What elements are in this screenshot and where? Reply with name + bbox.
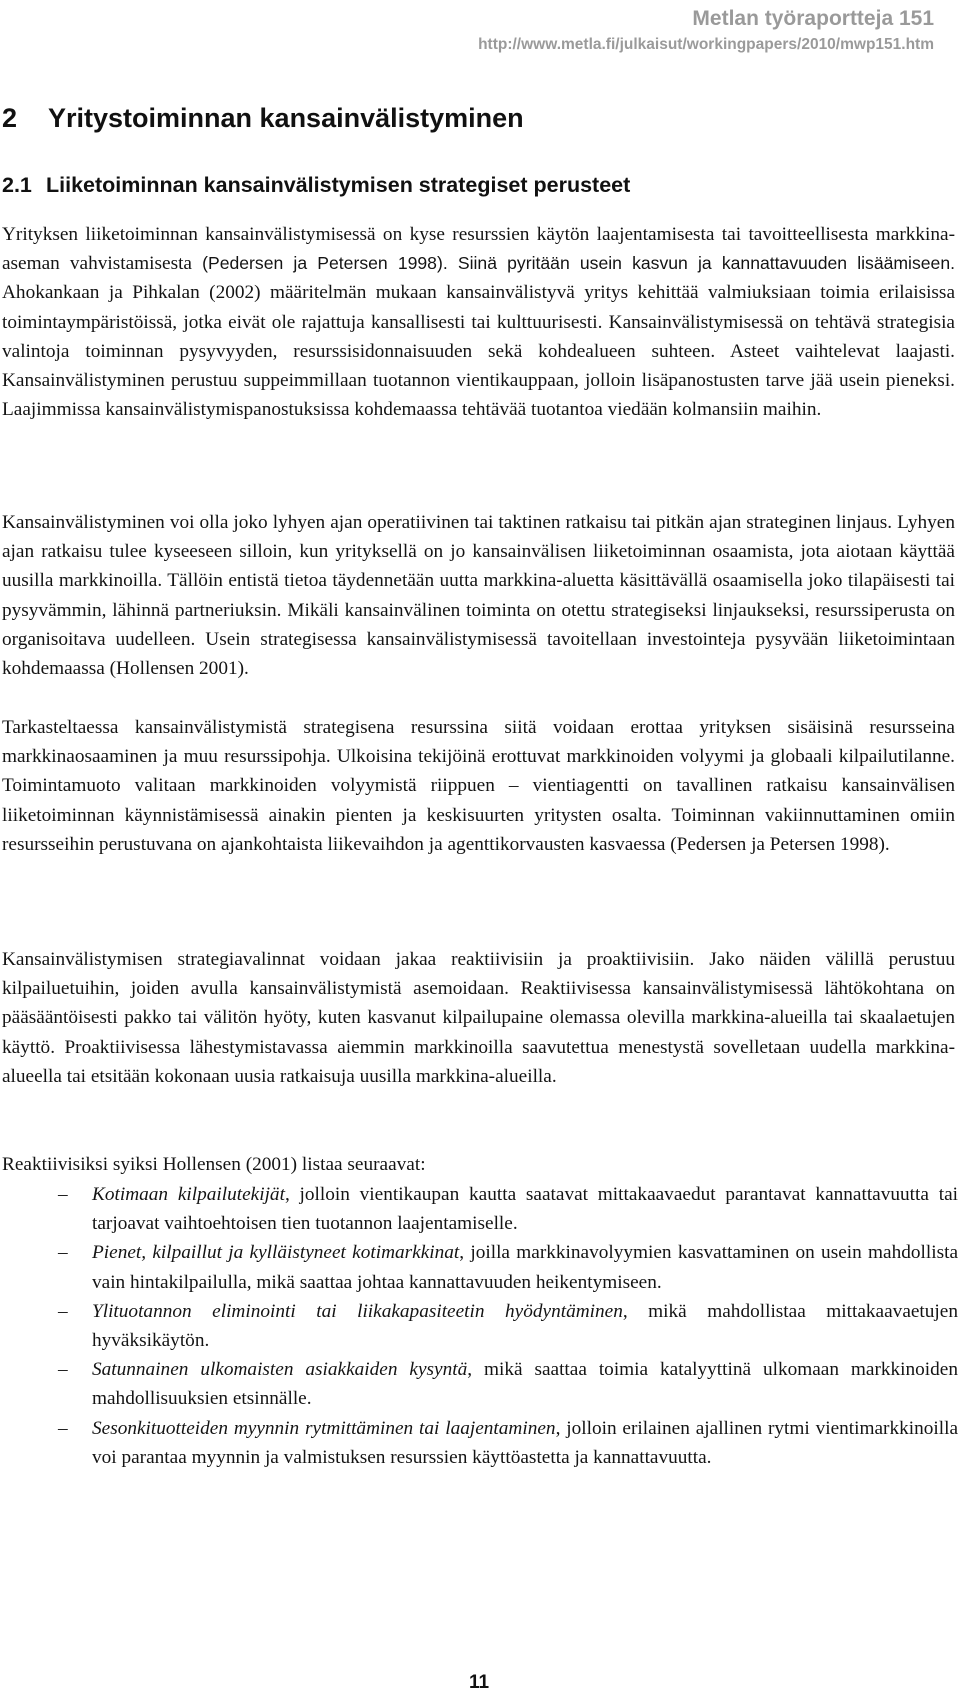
list-intro: Reaktiivisiksi syiksi Hollensen (2001) listaa seuraavat:: [2, 1154, 426, 1175]
list-item-text: , jolloin erilainen ajallinen rytmi vientimarkkinoilla voi parantaa myynnin ja valmistuksen resurssien käyttöastetta ja kannattavuutta.: [92, 1417, 959, 1468]
list-item: [0, 1414, 958, 1472]
list-item-text: , mikä saattaa toimia katalyyttinä ulkomaan markkinoiden mahdollisuuksien etsinnälle.: [92, 1359, 958, 1410]
paragraph-4: Kansainvälistymisen strategiavalinnat voidaan jakaa reaktiivisiin ja proaktiivisiin. Jako näiden välillä perustuu kilpailuetuihin, joiden avulla kansainvälistymistä asemoidaan. Reaktiivisessa kansainvälistymisessä lähtökohtana on pääsääntöisesti pakko tai välitön hyöty, kuten kasvanut kilpailupaine olemassa olevilla markkina-alueilla tai skaalaetujen käyttö. Proaktiivisessa lähestymistavassa aiemmin markkinoilla saavutettua menestystä sovelletaan uudella markkina-alueella tai etsitään kokonaan uusia ratkaisuja uusilla markkina-alueilla.: [2, 949, 955, 1087]
section-title: Liiketoiminnan kansainvälistymisen strategiset perusteet: [46, 173, 631, 197]
list-item-text: , jolloin vientikaupan kautta saatavat mittakaavaedut parantavat kannattavuutta tai tarjoavat vaihtoehtoisen tien tuotannon laajentamiselle.: [92, 1184, 958, 1235]
list-dash: –: [58, 1184, 68, 1205]
chapter-title: Yritystoiminnan kansainvälistyminen: [48, 103, 524, 133]
list-item-term: Ylituotannon eliminointi tai liikakapasiteetin hyödyntäminen: [92, 1300, 623, 1322]
paragraph-1-part-b: (Pedersen ja Petersen 1998). Siinä pyritään usein kasvun ja kannattavuuden lisäämiseen.: [202, 253, 955, 274]
list-dash: –: [58, 1242, 68, 1264]
list-dash: –: [58, 1300, 68, 1322]
list-dash: –: [58, 1359, 68, 1381]
chapter-number: 2: [2, 103, 18, 133]
list-item: [0, 1297, 958, 1355]
paragraph-2: Kansainvälistyminen voi olla joko lyhyen ajan operatiivinen tai taktinen ratkaisu tai pitkän ajan strateginen linjaus. Lyhyen ajan ratkaisu tulee kyseeseen silloin, kun yrityksellä on jo kansainvälisen liiketoiminnan osaamista, jota aiotaan käyttää uusilla markkinoilla. Tällöin entistä tietoa täydennetään uutta markkina-aluetta käsittävällä osaamisella joko tilapäisesti tai pysyvämmin, lähinnä partneriuksin. Mikäli kansainvälinen toiminta on otettu strategiseksi linjaukseksi, resurssiperusta on organisoitava uudelleen. Usein strategisessa kansainvälistymisessä tavoitellaan investointeja pysyvään liiketoimintaan kohdemaassa (Hollensen 2001).: [2, 512, 955, 680]
publication-url[interactable]: http://www.metla.fi/julkaisut/workingpapers/2010/mwp151.htm: [478, 36, 934, 53]
list-item: [0, 1238, 958, 1296]
list-dash: –: [58, 1417, 68, 1439]
reasons-list: [0, 1180, 958, 1472]
list-item-term: Kotimaan kilpailutekijät: [92, 1184, 285, 1205]
paragraph-1: [2, 220, 955, 424]
list-item-text: , joilla markkinavolyymien kasvattaminen on usein mahdollista vain hintakilpailulla, mikä saattaa johtaa kannattavuuden heikentymiseen.: [92, 1242, 958, 1293]
list-item-text: , mikä mahdollistaa mittakaavaetujen hyväksikäytön.: [92, 1300, 958, 1352]
paragraph-1-part-c: Ahokankaan ja Pihkalan (2002) määritelmän mukaan kansainvälistyvä yritys kehittää valmiuksiaan toimia erilaisissa toimintaympäristöissä, jotka eivät ole rajattuja kansallisesti tai kulttuurisesti. Kansainvälistymisessä on tehtävä strategisia valintoja toiminnan pysyvyyden, resurssisidonnaisuuden sekä kohdealueen suhteen. Asteet vaihtelevat laajasti. Kansainvälistyminen perustuu suppeimmillaan tuotannon vientikauppaan, jolloin lisäpanostusten tarve jää usein pieneksi. Laajimmissa kansainvälistymispanostuksissa kohdemaassa tehtävää tuotantoa viedään kolmansiin maihin.: [2, 282, 955, 421]
paragraph-3: Tarkasteltaessa kansainvälistymistä strategisena resurssina siitä voidaan erottaa yrityksen sisäisinä resursseina markkinaosaaminen ja muu resurssipohja. Ulkoisina tekijöinä erottuvat markkinoiden volyymi ja globaali kilpailutilanne. Toimintamuoto valitaan markkinoiden volyymistä riippuen – vientiagentti on tavallinen ratkaisu kansainvälisen liiketoiminnan käynnistämisessä ainakin pienten ja keskisuurten yritysten osalta. Toiminnan vakiinnuttaminen omiin resursseihin perustuvana on ajankohtaista liikevaihdon ja agenttikorvausten kasvaessa (Pedersen ja Petersen 1998).: [2, 717, 955, 855]
running-header: [478, 6, 934, 56]
list-item-term: Pienet, kilpaillut ja kylläistyneet kotimarkkinat: [92, 1242, 460, 1264]
list-item: [0, 1355, 958, 1413]
page-number: 11: [468, 1672, 490, 1693]
paragraph-1-part-a: Yrityksen liiketoiminnan kansainvälistymisessä on kyse resurssien käytön laajentamisesta tai tavoitteellisesta markkina-aseman vahvistamisesta: [2, 224, 955, 275]
list-item: [0, 1180, 958, 1238]
series-title: Metlan työraportteja 151: [692, 7, 934, 30]
chapter-heading: [2, 103, 524, 134]
section-heading: [2, 173, 630, 198]
list-item-term: Satunnainen ulkomaisten asiakkaiden kysyntä: [92, 1359, 468, 1381]
section-number: 2.1: [2, 173, 32, 197]
list-item-term: Sesonkituotteiden myynnin rytmittäminen tai laajentaminen: [92, 1417, 556, 1439]
